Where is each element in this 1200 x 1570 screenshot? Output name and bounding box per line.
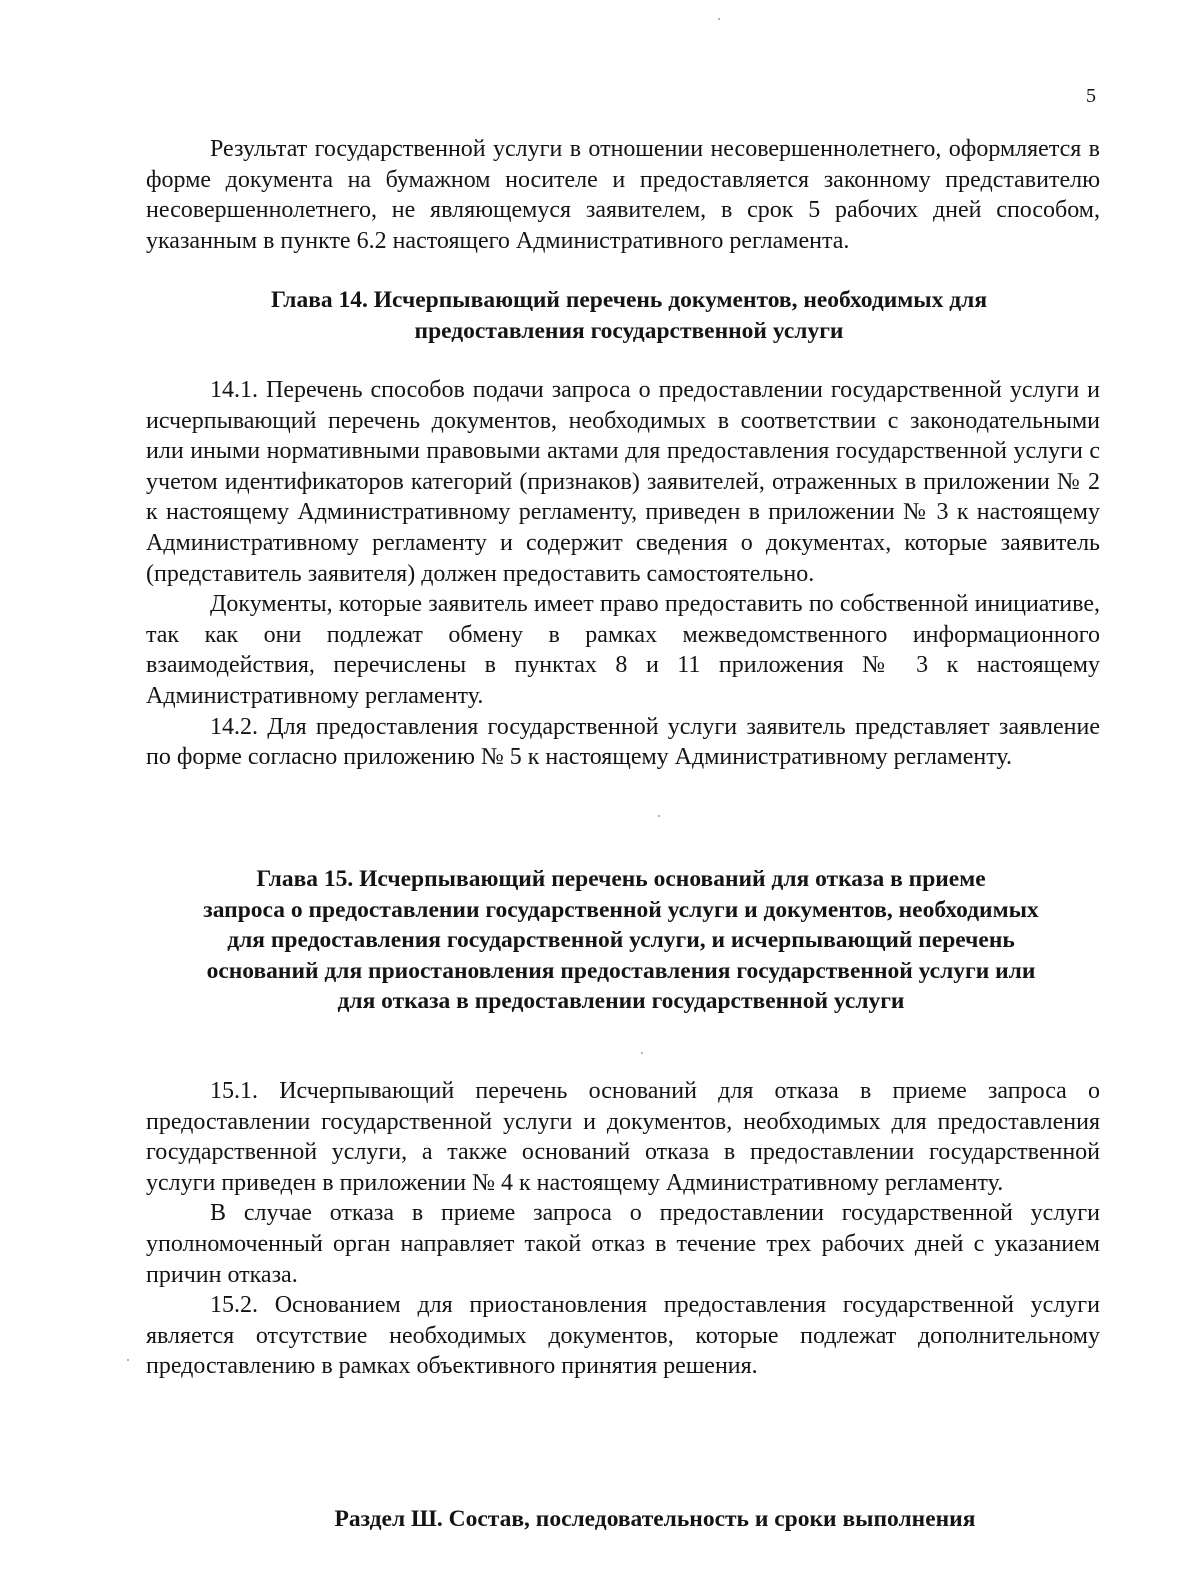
scan-speck (641, 1052, 643, 1054)
chapter-15-body (146, 1076, 1100, 1382)
intro-paragraph: Результат государственной услуги в отношении несовершеннолетнего, оформляется в форме документа на бумажном носителе и предоставляется законному представителю несовершеннолетнего, не являющемуся заявителем, в срок 5 рабочих дней способом, указанным в пункте 6.2 настоящего Административного регламента. (146, 136, 1100, 254)
paragraph-15-2: 15.2. Основанием для приостановления предоставления государственной услуги является отсутствие необходимых документов, которые подлежат дополнительному предоставлению в рамках объективного принятия решения. (146, 1292, 1100, 1380)
paragraph-14-2: 14.2. Для предоставления государственной услуги заявитель представляет заявление по форме согласно приложению № 5 к настоящему Административному регламенту. (146, 713, 1100, 771)
chapter-14-heading-line: предоставления государственной услуги (414, 317, 844, 344)
intro-block (146, 134, 1100, 256)
chapter-15-heading-line: для отказа в предоставлении государственной услуги (337, 988, 905, 1014)
section-3-heading (150, 1504, 1160, 1535)
paragraph-14-1-documents: Документы, которые заявитель имеет право предоставить по собственной инициативе, так как они подлежат обмену в рамках межведомственного информационного взаимодействия, перечислены в пунктах 8 и 11 приложения № 3 к настоящему Административному регламенту. (146, 591, 1100, 709)
scan-speck (127, 1359, 129, 1361)
chapter-15-heading-line: оснований для приостановления предоставления государственной услуги или (206, 957, 1036, 984)
chapter-15-heading (116, 864, 1126, 1017)
scan-speck (718, 18, 720, 20)
chapter-15-heading-line: Глава 15. Исчерпывающий перечень оснований для отказа в приеме (256, 866, 986, 892)
chapter-15-heading-line: для предоставления государственной услуги, и исчерпывающий перечень (227, 927, 1015, 953)
section-3-heading-text: Раздел Ш. Состав, последовательность и сроки выполнения (334, 1506, 976, 1532)
paragraph-14-1: 14.1. Перечень способов подачи запроса о предоставлении государственной услуги и исчерпывающий перечень документов, необходимых в соответствии с законодательными или иными нормативными правовыми актами для предоставления государственной услуги с учетом идентификаторов категорий (признаков) заявителей, отраженных в приложении № 2 к настоящему Административному регламенту, приведен в приложении № 3 к настоящему Административному регламенту и содержит сведения о документах, которые заявитель (представитель заявителя) должен предоставить самостоятельно. (146, 377, 1100, 587)
chapter-14-heading (124, 285, 1134, 346)
chapter-14-heading-line: Глава 14. Исчерпывающий перечень документов, необходимых для (270, 287, 988, 313)
page-number: 5 (1086, 85, 1096, 107)
chapter-15-heading-line: запроса о предоставлении государственной услуги и документов, необходимых (203, 896, 1039, 923)
paragraph-15-1: 15.1. Исчерпывающий перечень оснований для отказа в приеме запроса о предоставлении государственной услуги и документов, необходимых для предоставления государственной услуги, а также оснований отказа в предоставлении государственной услуги приведен в приложении № 4 к настоящему Административному регламенту. (146, 1078, 1100, 1196)
chapter-14-body (146, 375, 1100, 773)
paragraph-15-1-refusal: В случае отказа в приеме запроса о предоставлении государственной услуги уполномоченный орган направляет такой отказ в течение трех рабочих дней с указанием причин отказа. (146, 1200, 1100, 1288)
scan-speck (658, 815, 660, 817)
